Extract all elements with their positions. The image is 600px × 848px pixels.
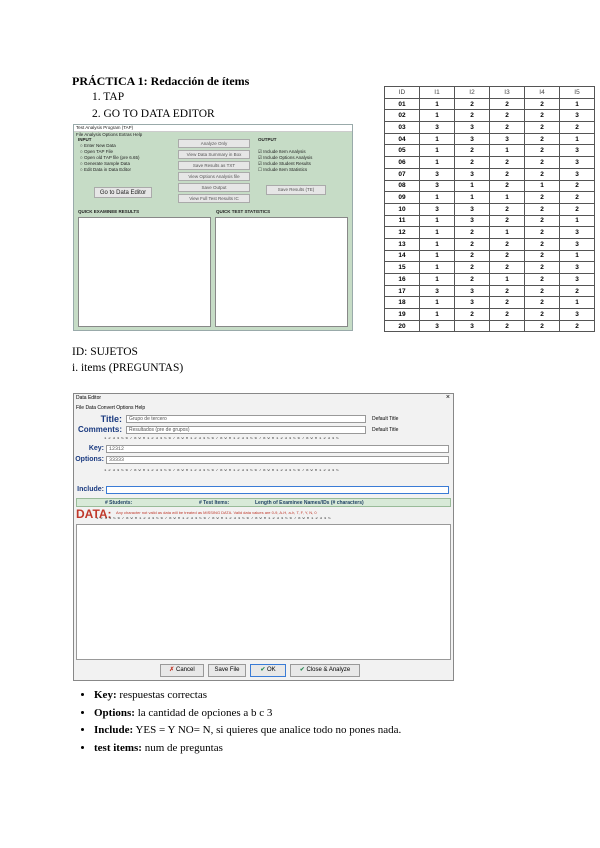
table-cell: 2 [490, 250, 525, 262]
table-cell: 3 [420, 180, 455, 192]
table-cell: 3 [455, 122, 490, 134]
table-header: I3 [490, 87, 525, 99]
table-row [385, 122, 595, 134]
ruler-top: 1234567890123456789012345678901234567890123456789012345 [104, 437, 341, 441]
table-row [385, 309, 595, 321]
title-label: Title: [100, 414, 122, 424]
table-row [385, 98, 595, 110]
table-cell: 06 [385, 157, 420, 169]
table-row [385, 133, 595, 145]
table-cell: 2 [490, 98, 525, 110]
bullet-list [72, 687, 401, 757]
table-cell: 2 [525, 250, 560, 262]
tap-left-panel [78, 217, 211, 327]
table-cell: 3 [455, 203, 490, 215]
table-cell: 2 [525, 274, 560, 286]
table-row [385, 157, 595, 169]
table-cell: 1 [420, 262, 455, 274]
table-cell: 2 [490, 215, 525, 227]
table-cell: 2 [455, 309, 490, 321]
table-cell: 3 [455, 168, 490, 180]
students-label: # Students: [105, 500, 133, 506]
table-header: I2 [455, 87, 490, 99]
table-cell: 17 [385, 285, 420, 297]
table-cell: 02 [385, 110, 420, 122]
table-cell: 14 [385, 250, 420, 262]
table-cell: 1 [420, 309, 455, 321]
cancel-icon: ✗ [169, 667, 175, 673]
table-cell: 2 [560, 203, 595, 215]
table-cell: 3 [455, 285, 490, 297]
table-cell: 2 [525, 285, 560, 297]
table-row [385, 274, 595, 286]
save-file-button[interactable]: Save File [208, 664, 246, 677]
table-row [385, 227, 595, 239]
id-line: ID: SUJETOS [72, 346, 138, 358]
table-cell: 2 [490, 110, 525, 122]
table-cell: 1 [560, 215, 595, 227]
table-header: I5 [560, 87, 595, 99]
table-cell: 3 [560, 145, 595, 157]
table-cell: 2 [525, 122, 560, 134]
table-cell: 1 [420, 133, 455, 145]
tap-radio-2[interactable]: ○ Open old TAP file (pre 6.65) [80, 155, 140, 160]
tap-window-screenshot [73, 124, 353, 331]
include-input[interactable] [106, 486, 449, 494]
table-cell: 1 [420, 98, 455, 110]
table-row [385, 262, 595, 274]
data-label: DATA: [76, 507, 112, 521]
table-cell: 1 [490, 227, 525, 239]
table-cell: 1 [420, 250, 455, 262]
step-2: 2. GO TO DATA EDITOR [92, 108, 215, 120]
table-cell: 2 [525, 203, 560, 215]
table-cell: 3 [560, 262, 595, 274]
table-row [385, 168, 595, 180]
table-cell: 3 [560, 309, 595, 321]
table-cell: 3 [455, 297, 490, 309]
tap-window-title: Test Analysis Program (TAP) [74, 125, 352, 132]
table-cell: 3 [420, 203, 455, 215]
tap-left-panel-label: QUICK EXAMINEE RESULTS [78, 209, 140, 214]
table-row [385, 145, 595, 157]
table-cell: 2 [455, 274, 490, 286]
tap-radio-4[interactable]: ○ Edit Data in Data Editor [80, 167, 131, 172]
table-cell: 2 [490, 157, 525, 169]
editor-menu-bar: File Data Convert Options Help [76, 405, 146, 411]
items-line: i. items (PREGUNTAS) [72, 362, 184, 374]
title-default-tag: Default Title [372, 416, 399, 422]
table-cell: 3 [420, 168, 455, 180]
table-cell: 1 [560, 250, 595, 262]
table-cell: 09 [385, 192, 420, 204]
table-cell: 20 [385, 320, 420, 332]
table-cell: 10 [385, 203, 420, 215]
table-cell: 08 [385, 180, 420, 192]
table-cell: 1 [560, 297, 595, 309]
table-cell: 2 [525, 98, 560, 110]
tap-check-2[interactable]: ☑ Include Student Results [258, 161, 311, 166]
table-cell: 2 [525, 192, 560, 204]
list-item: • test items: num de preguntas [94, 740, 401, 758]
key-label: Key: [88, 445, 104, 452]
table-header: ID [385, 87, 420, 99]
table-cell: 1 [525, 180, 560, 192]
table-cell: 11 [385, 215, 420, 227]
table-cell: 2 [490, 168, 525, 180]
table-cell: 03 [385, 122, 420, 134]
table-cell: 2 [525, 157, 560, 169]
table-cell: 1 [420, 297, 455, 309]
table-cell: 2 [490, 297, 525, 309]
table-row [385, 250, 595, 262]
go-to-data-editor-button[interactable]: Go to Data Editor [94, 187, 152, 198]
table-cell: 2 [525, 168, 560, 180]
table-cell: 2 [525, 238, 560, 250]
title-input[interactable]: Grupo de tercero [126, 415, 366, 423]
data-editor-window-screenshot [73, 393, 454, 681]
table-row [385, 110, 595, 122]
table-cell: 2 [560, 180, 595, 192]
table-header: I4 [525, 87, 560, 99]
table-cell: 2 [490, 203, 525, 215]
table-cell: 3 [420, 122, 455, 134]
table-cell: 2 [490, 320, 525, 332]
tap-check-3[interactable]: ☐ Include Item Statistics [258, 167, 308, 172]
table-cell: 15 [385, 262, 420, 274]
table-row [385, 320, 595, 332]
table-cell: 2 [560, 285, 595, 297]
key-input[interactable]: 12312 [106, 445, 449, 453]
table-cell: 1 [420, 157, 455, 169]
table-cell: 2 [490, 309, 525, 321]
table-cell: 1 [420, 274, 455, 286]
table-header: I1 [420, 87, 455, 99]
table-row [385, 192, 595, 204]
data-note: Any character not valid as data will be treated as MISSING DATA. Valid data values are 0-9, A-H, a-h, T, F, Y, N, 0 [116, 510, 317, 515]
tap-radio-group [80, 143, 140, 173]
table-cell: 3 [455, 320, 490, 332]
table-row [385, 215, 595, 227]
editor-window-title: Data Editor [76, 395, 102, 401]
table-cell: 3 [420, 285, 455, 297]
tap-right-panel [215, 217, 348, 327]
table-cell: 2 [455, 157, 490, 169]
tap-right-panel-label: QUICK TEST STATISTICS [216, 209, 271, 214]
table-cell: 2 [490, 262, 525, 274]
table-cell: 2 [455, 262, 490, 274]
table-cell: 2 [525, 262, 560, 274]
table-cell: 2 [490, 122, 525, 134]
table-cell: 3 [560, 238, 595, 250]
tap-mid-button-5[interactable]: View Full Test Results IC [178, 194, 250, 203]
data-table [384, 86, 595, 332]
table-cell: 1 [420, 145, 455, 157]
tap-mid-button-3[interactable]: View Options Analysis file [178, 172, 250, 181]
table-row [385, 297, 595, 309]
table-cell: 19 [385, 309, 420, 321]
table-cell: 1 [420, 215, 455, 227]
summary-bar [76, 498, 451, 507]
check-icon: ✔ [260, 667, 266, 673]
tap-checkbox-group [258, 149, 312, 173]
list-item: • Options: la cantidad de opciones a b c 3 [94, 705, 401, 723]
table-cell: 2 [490, 285, 525, 297]
table-cell: 2 [455, 145, 490, 157]
table-cell: 1 [560, 133, 595, 145]
table-cell: 2 [560, 320, 595, 332]
table-cell: 07 [385, 168, 420, 180]
table-cell: 3 [560, 168, 595, 180]
tap-input-label: INPUT [78, 137, 92, 142]
comments-input[interactable]: Resultados (pre de grupos) [126, 426, 366, 434]
tap-output-label: OUTPUT [258, 137, 277, 142]
table-cell: 1 [560, 98, 595, 110]
table-cell: 1 [490, 145, 525, 157]
cancel-button[interactable]: ✗ Cancel [160, 664, 204, 677]
comments-default-tag: Default Title [372, 427, 399, 433]
table-row [385, 238, 595, 250]
table-cell: 3 [490, 133, 525, 145]
table-header-row [385, 87, 595, 99]
table-cell: 18 [385, 297, 420, 309]
table-cell: 2 [525, 297, 560, 309]
table-cell: 3 [560, 157, 595, 169]
data-entry-area[interactable] [76, 524, 451, 660]
table-cell: 2 [560, 192, 595, 204]
table-row [385, 285, 595, 297]
include-label: Include: [77, 486, 104, 493]
table-cell: 1 [420, 192, 455, 204]
table-cell: 3 [455, 215, 490, 227]
table-cell: 3 [455, 133, 490, 145]
tap-save-results-button[interactable]: Save Results (TE) [266, 185, 326, 195]
table-cell: 1 [455, 180, 490, 192]
ruler-middle: 1234567890123456789012345678901234567890123456789012345 [104, 469, 341, 473]
tap-mid-button-4[interactable]: Save Output [178, 183, 250, 192]
table-cell: 2 [490, 180, 525, 192]
table-cell: 1 [490, 192, 525, 204]
step-1: 1. TAP [92, 91, 125, 103]
table-cell: 2 [455, 227, 490, 239]
table-cell: 01 [385, 98, 420, 110]
table-cell: 1 [455, 192, 490, 204]
comments-label: Comments: [77, 425, 122, 434]
table-cell: 2 [455, 98, 490, 110]
table-cell: 2 [560, 122, 595, 134]
table-cell: 1 [420, 110, 455, 122]
table-cell: 1 [420, 227, 455, 239]
tap-mid-button-0[interactable]: Analyze Only [178, 139, 250, 148]
list-item: • Key: respuestas correctas [94, 687, 401, 705]
table-cell: 3 [420, 320, 455, 332]
table-row [385, 180, 595, 192]
table-cell: 1 [490, 274, 525, 286]
tap-radio-3[interactable]: ○ Generate Sample Data [80, 161, 130, 166]
table-cell: 04 [385, 133, 420, 145]
table-cell: 3 [560, 110, 595, 122]
table-cell: 3 [560, 227, 595, 239]
tap-menu-bar: File Analysis Options Extras Help [76, 132, 143, 137]
page-title: PRÁCTICA 1: Redacción de ítems [72, 74, 250, 88]
table-cell: 12 [385, 227, 420, 239]
table-cell: 2 [525, 110, 560, 122]
length-label: Length of Examinee Names/IDs (# characters) [255, 500, 364, 506]
close-analyze-button[interactable]: ✔ Close & Analyze [290, 664, 360, 677]
table-cell: 2 [525, 320, 560, 332]
table-row [385, 203, 595, 215]
tap-mid-button-1[interactable]: View Data Summary in Box [178, 150, 250, 159]
tap-check-0[interactable]: ☑ Include Item Analysis [258, 149, 306, 154]
table-cell: 2 [455, 238, 490, 250]
tap-radio-0[interactable]: ○ Enter New Data [80, 143, 116, 148]
close-icon[interactable]: × [445, 394, 450, 401]
tap-mid-button-2[interactable]: Save Results as TXT [178, 161, 250, 170]
check-icon: ✔ [299, 667, 305, 673]
ok-button[interactable]: ✔ OK [250, 664, 286, 677]
tap-radio-1[interactable]: ○ Open TAP File [80, 149, 113, 154]
table-cell: 1 [420, 238, 455, 250]
options-label: Options: [75, 456, 104, 463]
table-cell: 13 [385, 238, 420, 250]
table-cell: 2 [455, 110, 490, 122]
table-cell: 05 [385, 145, 420, 157]
options-input[interactable]: 33333 [106, 456, 449, 464]
table-cell: 2 [525, 145, 560, 157]
table-cell: 2 [455, 250, 490, 262]
tap-check-1[interactable]: ☑ Include Options Analysis [258, 155, 313, 160]
ruler-data: 1234567890123456789012345678901234567890123456789012345 [96, 517, 333, 521]
list-item: • Include: YES = Y NO= N, si quieres que analice todo no pones nada. [94, 722, 401, 740]
table-cell: 2 [525, 309, 560, 321]
test-items-label: # Test Items: [199, 500, 230, 506]
table-cell: 2 [525, 133, 560, 145]
table-cell: 2 [490, 238, 525, 250]
table-cell: 16 [385, 274, 420, 286]
table-cell: 3 [560, 274, 595, 286]
table-cell: 2 [525, 227, 560, 239]
table-cell: 2 [525, 215, 560, 227]
